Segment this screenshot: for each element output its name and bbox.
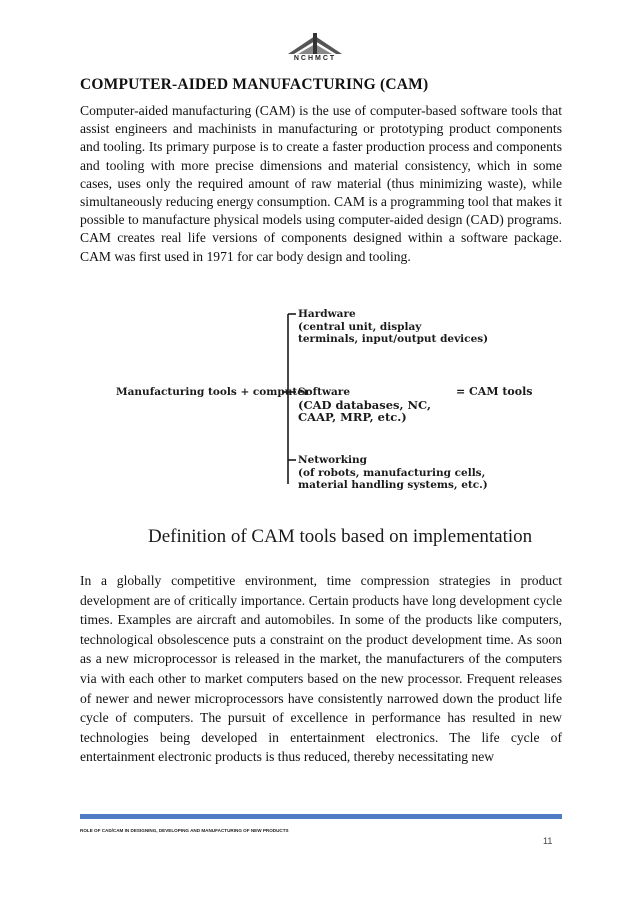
software-title: Software bbox=[298, 386, 351, 398]
page-number: 11 bbox=[543, 836, 553, 846]
logo-emblem-icon bbox=[284, 32, 346, 56]
networking-detail-2: material handling systems, etc.) bbox=[298, 479, 488, 491]
intro-paragraph: Computer-aided manufacturing (CAM) is the use of computer-based software tools that assist engineers and machinists in manufacturing or prototyping product components and tooling. Its primary purpose is to create a faster production process and components and tooling with more precise dimensions and material consistency, which in some cases, uses only the required amount of raw material (thus minimizing waste), while simultaneously reducing energy consumption. CAM is a programming tool that makes it possible to manufacture physical models using computer-aided design (CAD) programs. CAM creates real life versions of components designed within a software package. CAM was first used in 1971 for car body design and tooling. bbox=[80, 103, 562, 264]
figure-result: = CAM tools bbox=[456, 385, 533, 398]
nchmct-logo bbox=[284, 32, 346, 66]
body-paragraph: In a globally competitive environment, time compression strategies in product development are of critically importance. Certain products have long development cycle times. Examples are aircraft and automobiles. In some of the products like computers, technological obsolescence puts a constraint on the product development time. As soon as a new microprocessor is released in the market, the manufacturers of the computers via with each other to market computers based on the new processor. Frequent releases of newer and newer microprocessors have consistently narrowed down the product life cycle of computers. The pursuit of excellence in performance has resulted in new technologies being developed in entertainment electronics. The life cycle of entertainment electronic products is thus reduced, thereby necessitating new bbox=[80, 573, 562, 765]
hardware-detail-1: (central unit, display bbox=[298, 320, 422, 333]
section-title: COMPUTER-AIDED MANUFACTURING (CAM) bbox=[80, 76, 429, 93]
software-detail-1: (CAD databases, NC, bbox=[298, 397, 431, 412]
figure-hardware bbox=[298, 308, 488, 346]
networking-title: Networking bbox=[298, 454, 367, 466]
footer-running-title: ROLE OF CAD/CAM IN DESIGNING, DEVELOPING AND MANUFACTURING OF NEW PRODUCTS bbox=[80, 828, 289, 833]
footer-divider bbox=[80, 814, 562, 819]
hardware-detail-2: terminals, input/output devices) bbox=[298, 333, 489, 345]
networking-detail-1: (of robots, manufacturing cells, bbox=[298, 466, 486, 479]
figure-software bbox=[298, 386, 431, 424]
figure-networking bbox=[298, 454, 488, 492]
hardware-title: Hardware bbox=[298, 308, 356, 320]
figure-caption: Definition of CAM tools based on implementation bbox=[148, 526, 533, 547]
cam-tools-figure bbox=[116, 302, 536, 502]
figure-left-label: Manufacturing tools + computer bbox=[116, 386, 310, 398]
logo-text: NCHMCT bbox=[293, 55, 337, 62]
software-detail-2: CAAP, MRP, etc.) bbox=[298, 410, 407, 424]
